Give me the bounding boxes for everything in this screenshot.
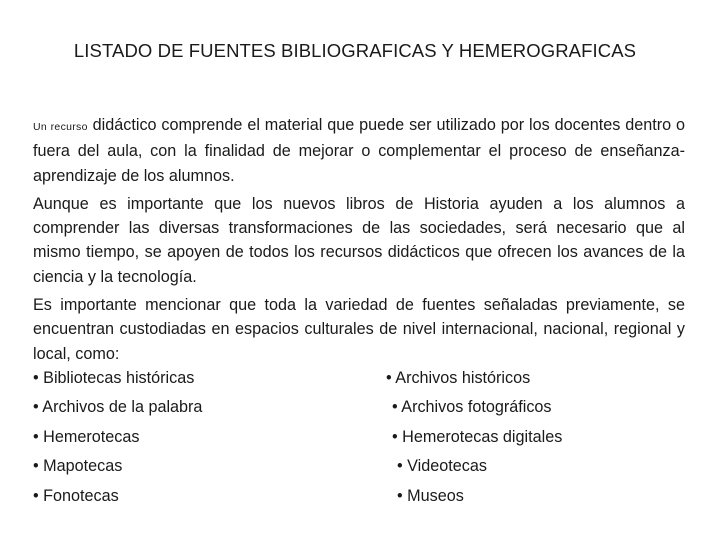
list-item: • Museos: [397, 486, 464, 505]
list-row: [33, 454, 685, 483]
list-row: [33, 366, 685, 395]
list-item: • Archivos históricos: [386, 368, 531, 387]
paragraph-text: didáctico comprende el material que puede ser utilizado por los docentes dentro o fuera del aula, con la finalidad de mejorar o complementar el proceso de enseñanza-aprendizaje de los alumnos.: [33, 116, 686, 185]
paragraph-libros-historia: Aunque es importante que los nuevos libros de Historia ayuden a los alumnos a comprender las diversas transformaciones de las sociedades, será necesario que al mismo tiempo, se apoyen de todos los recursos didácticos que ofrecen los avances de la ciencia y la tecnología.: [33, 194, 685, 286]
list-item: • Archivos de la palabra: [33, 398, 203, 417]
paragraph-espacios-culturales: Es importante mencionar que toda la variedad de fuentes señaladas previamente, se encuentran custodiadas en espacios culturales de nivel internacional, nacional, regional y local, como:: [33, 296, 685, 363]
list-row: [33, 484, 685, 513]
list-item: • Mapotecas: [33, 457, 123, 476]
body-text: [33, 113, 685, 513]
list-item: • Archivos fotográficos: [392, 398, 552, 417]
list-item: • Hemerotecas digitales: [392, 427, 563, 446]
sources-list: [33, 366, 685, 513]
list-item: • Bibliotecas históricas: [33, 368, 195, 387]
page-title: LISTADO DE FUENTES BIBLIOGRAFICAS Y HEMEROGRAFICAS: [73, 40, 637, 61]
list-row: [33, 425, 685, 454]
list-item: • Hemerotecas: [33, 427, 140, 446]
list-item: • Fonotecas: [33, 486, 119, 505]
list-row: [33, 395, 685, 424]
list-item: • Videotecas: [397, 457, 487, 476]
paragraph-recurso-didactico: [33, 113, 685, 188]
paragraph-lead: Un recurso: [33, 121, 88, 133]
